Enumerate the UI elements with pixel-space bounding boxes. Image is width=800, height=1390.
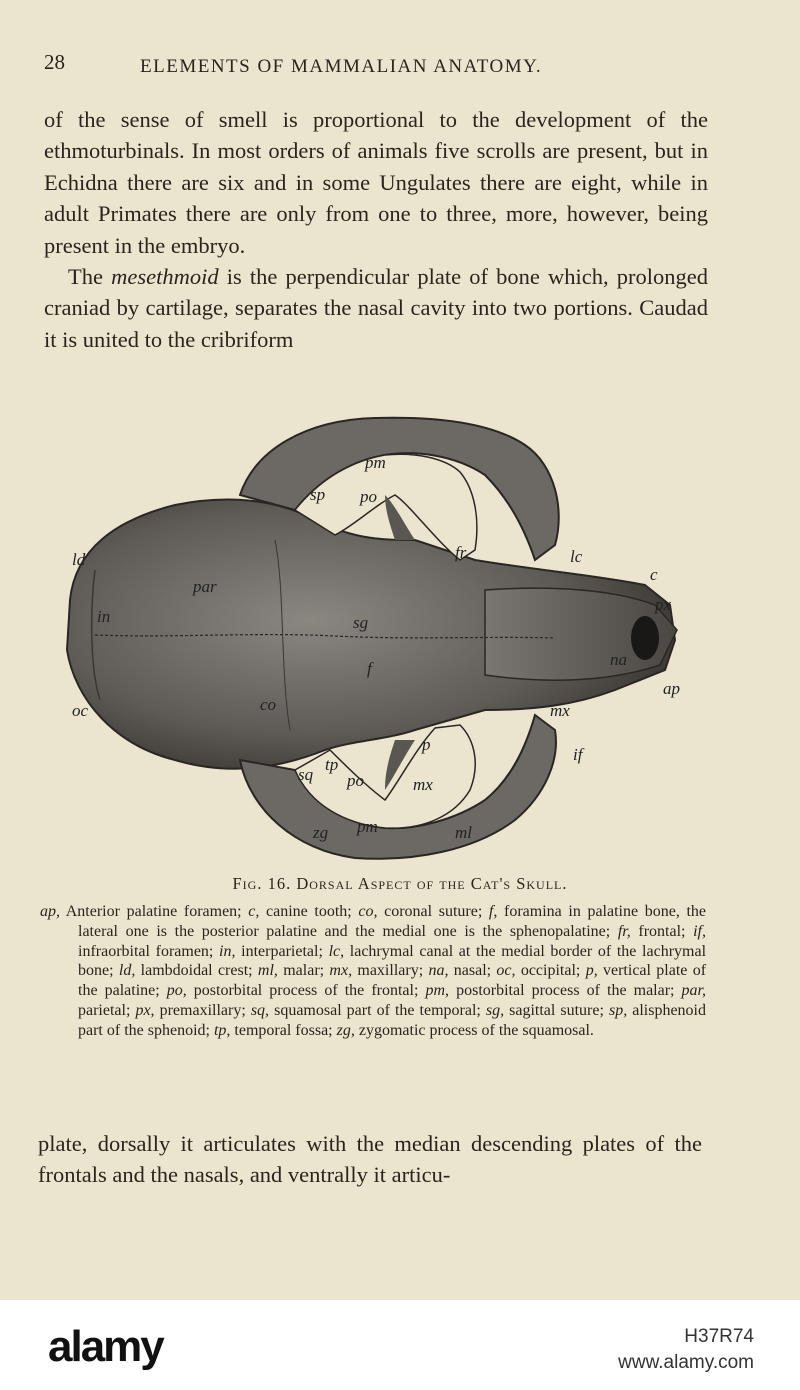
legend-abbr: sg, [485, 1001, 505, 1019]
label-pm-top: pm [365, 453, 386, 472]
legend-text: squamosal part of the temporal; [269, 1001, 486, 1019]
legend-text: Anterior palatine foramen; [60, 903, 249, 920]
paragraph-1: of the sense of smell is proportional to the development of the ethmoturbinals. In most orders of animals five scrolls are present, but in Echidna there are six and in some Ungulates there are eight, while in adult Primates there are only from one to three, more, however, being present in the embryo. [44, 107, 708, 258]
legend-abbr: in, [219, 942, 236, 960]
figure-caption [0, 874, 800, 894]
watermark-footer [0, 1300, 800, 1390]
legend-text: infraorbital foramen; [78, 942, 220, 960]
label-par: par [193, 577, 217, 596]
legend-abbr: na, [428, 962, 449, 980]
label-px: px [655, 595, 672, 614]
legend-text: coronal suture; [377, 903, 489, 920]
legend-text: parietal; [78, 1001, 136, 1019]
paragraph-2-rest: is the perpendicular plate of bone which, prolonged craniad by cartilage, separates the nasal cavity into two portions. Caudad it is united to the cribriform [44, 264, 708, 352]
legend-text: maxillary; [352, 962, 429, 980]
legend-abbr: f, [488, 903, 498, 920]
label-tp: tp [325, 755, 339, 774]
legend-text: interparietal; [235, 942, 329, 960]
legend-abbr: par, [681, 982, 706, 1000]
label-mx-bottom: mx [413, 775, 433, 794]
legend-text: temporal fossa; [230, 1021, 337, 1039]
legend-text: malar; [277, 962, 330, 980]
figure-legend [40, 902, 706, 1041]
legend-text: canine tooth; [259, 903, 359, 920]
label-pm-bottom: pm [357, 817, 378, 836]
caption-title: Dorsal Aspect of the Cat's Skull. [296, 874, 568, 893]
label-p: p [422, 735, 431, 754]
label-f: f [367, 659, 372, 678]
legend-abbr: fr, [617, 922, 631, 940]
label-sp: sp [310, 485, 326, 504]
label-po-bottom: po [347, 771, 364, 790]
legend-abbr: if, [693, 922, 706, 940]
term-mesethmoid: mesethmoid [111, 264, 219, 290]
cat-skull-figure [55, 410, 695, 870]
label-if: if [573, 745, 583, 764]
body-text-top [44, 104, 708, 355]
body-text-bottom: plate, dorsally it articulates with the median descending plates of the frontals and the nasals, and ventrally it articu- [38, 1131, 702, 1188]
legend-text: postorbital process of the frontal; [186, 982, 426, 1000]
legend-abbr: ml, [257, 962, 278, 980]
legend-abbr: tp, [213, 1021, 231, 1039]
label-zg: zg [313, 823, 329, 842]
legend-abbr: c, [248, 903, 260, 920]
legend-text: vertical plate of the palatine; [78, 962, 707, 1000]
site-url: www.alamy.com [618, 1352, 754, 1373]
label-fr: fr [455, 543, 467, 562]
caption-number: Fig. 16. [232, 874, 292, 893]
paragraph-2-start: The [68, 264, 112, 290]
legend-text: sagittal suture; [504, 1001, 609, 1019]
label-sq: sq [298, 765, 314, 784]
label-sg: sg [353, 613, 369, 632]
legend-text: postorbital process of the malar; [449, 982, 682, 1000]
alamy-logo: alamy [48, 1322, 163, 1371]
page-number: 28 [44, 50, 65, 74]
legend-text: lambdoidal crest; [135, 962, 258, 980]
label-ap: ap [663, 679, 680, 698]
nasal-aperture [631, 616, 659, 660]
legend-abbr: co, [358, 903, 378, 920]
legend-abbr: p, [585, 962, 598, 980]
legend-abbr: px, [135, 1001, 155, 1019]
legend-abbr: oc, [496, 962, 516, 980]
legend-abbr: ld, [118, 962, 136, 980]
label-mx: mx [550, 701, 570, 720]
legend-abbr: po, [166, 982, 187, 1000]
legend-abbr: pm, [425, 982, 450, 1000]
legend-abbr: lc, [328, 942, 345, 960]
legend-abbr: ap, [40, 903, 60, 920]
label-ld: ld [72, 550, 86, 569]
legend-text: zygomatic process of the squamosal. [354, 1021, 594, 1039]
legend-text: frontal; [630, 922, 694, 940]
label-c: c [650, 565, 658, 584]
legend-text: occipital; [515, 962, 586, 980]
running-title: ELEMENTS OF MAMMALIAN ANATOMY. [140, 56, 543, 77]
label-in: in [97, 607, 111, 626]
paragraph-2 [44, 261, 708, 355]
legend-text: lachrymal canal at the medial border of the lachrymal bone; [78, 942, 707, 980]
legend-abbr: mx, [329, 962, 353, 980]
legend-text: alisphenoid part of the sphenoid; [78, 1001, 707, 1039]
image-id: H37R74 [684, 1326, 754, 1347]
legend-text: nasal; [448, 962, 497, 980]
label-oc: oc [72, 701, 89, 720]
label-lc: lc [570, 547, 583, 566]
legend-abbr: sq, [250, 1001, 270, 1019]
legend-text: premaxillary; [154, 1001, 251, 1019]
label-na: na [610, 650, 627, 669]
legend-abbr: sp, [608, 1001, 628, 1019]
legend-abbr: zg, [336, 1021, 355, 1039]
legend-text: foramina in palatine bone, the lateral one is the posterior palatine and the medial one is the sphenopalatine; [78, 903, 707, 940]
label-po-top: po [360, 487, 377, 506]
label-ml: ml [455, 823, 472, 842]
label-co: co [260, 695, 277, 714]
